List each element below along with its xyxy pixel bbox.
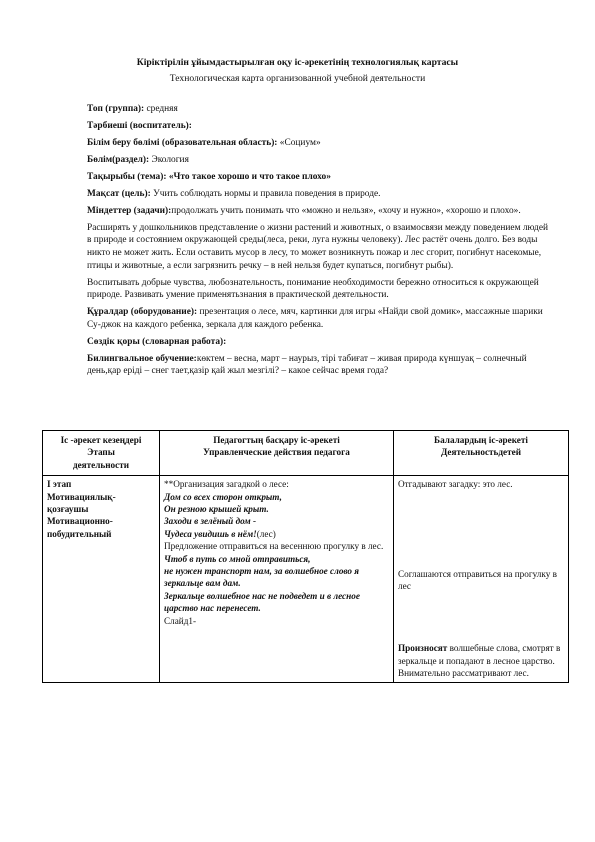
document-title-ru: Технологическая карта организованной учебной деятельности [169,73,426,84]
children-step-3-verb: Произносят [398,643,448,654]
stage-kz2: қозғаушы [47,504,89,515]
riddle-line-3: Заходи в зелёный дом - [164,516,257,527]
header-teacher-ru: Управленческие действия педагога [203,447,350,458]
paragraph-upbringing: Воспитывать добрые чувства, любознательность, понимание необходимости бережно относиться к окружающей природе. Развивать умение применятьзнания в практической деятельности. [87,277,539,301]
teacher-intro: **Организация загадкой о лесе: [164,479,289,490]
equipment-value: презентация о лесе, мяч, картинки для игры «Найди свой домик», массажные шарики Су-джок на каждого ребенка, зеркала для каждого ребенка. [87,307,543,330]
header-stages [43,431,160,476]
topic-line [87,171,552,184]
header-teacher [160,431,394,476]
children-step-4: Внимательно рассматривают лес. [398,668,529,679]
document-title-kz: Кіріктірілін ұйымдастырылған оқу іс-әрекетінің технологиялық картасы [136,57,459,68]
document-body [87,103,552,382]
header-stages-ru2: деятельности [72,459,130,470]
group-label: Топ (группа): [87,104,145,114]
header-stages-ru1: Этапы [87,447,115,458]
group-line [87,103,552,116]
equipment-line [87,306,552,331]
section-line [87,154,552,167]
header-children [394,431,569,476]
children-spacer-3 [398,592,564,617]
children-cell [394,476,569,682]
children-step-3-text: волшебные слова, смотрят в зеркальце и попадают в лесное царство. [398,643,561,666]
stage-title: I этап [47,479,72,490]
tasks-label: Міндеттер (задачи): [87,205,172,216]
vocab-label: Сөздік қоры (словарная работа): [87,336,227,347]
aim-value: Учить соблюдать нормы и правила поведения в природе. [153,188,381,199]
table-header-row [43,431,569,476]
poem-line-3: Зеркальце волшебное нас не подведет и в лесное царство нас перенесет. [164,590,360,614]
riddle-line-2: Он резною крышей крыт. [164,504,269,515]
area-label: Білім беру бөлімі (образовательная область): [87,137,278,148]
table-row [43,476,569,682]
poem-line-1: Чтоб в путь со мной отправиться, [164,553,311,564]
children-step-1: Отгадывают загадку: это лес. [398,479,513,490]
section-label: Бөлім(раздел): [87,154,150,165]
children-spacer-4 [398,617,564,642]
riddle-line-4-text: Чудеса увидишь в нём! [164,528,257,539]
header-children-kz: Балалардың іс-әрекеті [434,435,528,445]
slide-label: Слайд1- [164,615,197,626]
paragraph-environment: Расширять у дошкольников представление о жизни растений и животных, о взаимосвязи между поведением людей в природе и состоянием окружающей среды(леса, реки, луга нужны человеку). Лес растёт очень долго. Без воды никто не может жить. Если оставить мусор в лесу, то может возникнуть пожар и лес сгорит, погибнут насекомые, птицы и животные, а если загрязнить речку – в ней нельзя будет купаться, погибнут рыбы). [87,222,549,271]
activity-table [42,430,569,683]
stage-cell [43,476,160,682]
bilingual-line [87,353,552,378]
equipment-label: Құралдар (оборудование): [87,307,198,318]
header-children-ru: Деятельностьдетей [440,447,522,458]
topic-value: «Что такое хорошо и что такое плохо» [168,171,331,182]
header-teacher-kz: Педагогтың басқару іс-әрекеті [213,435,340,445]
tasks-line [87,205,552,218]
aim-label: Мақсат (цель): [87,188,151,199]
teacher-offer: Предложение отправиться на весеннюю прогулку в лес. [164,541,384,552]
section-value: Экология [151,154,189,165]
stage-ru1: Мотивационно- [47,516,113,527]
tasks-value: продолжать учить понимать что «можно и нельзя», «хочу и нужно», «хорошо и плохо». [171,205,521,216]
area-value: «Социум» [279,137,321,148]
teacher-cell [160,476,394,682]
poem-line-2: не нужен транспорт нам, за волшебное слово я зеркальце вам дам. [164,566,360,589]
children-step-3 [398,642,564,667]
group-value: средняя [146,104,178,114]
header-stages-kz: Іс -әрекет кезеңдері [60,435,142,445]
riddle-line-1: Дом со всех сторон открыт, [164,491,282,502]
bilingual-value: көктем – весна, март – наурыз, тірі табиғат – живая природа күншуақ – солнечный день,қар еріді – снег тает,қазір қай жыл мезгілі? – какое сейчас время года? [87,353,527,377]
stage-kz1: Мотивациялық- [47,491,116,502]
teacher-line [87,120,552,133]
children-step-2: Соглашаются отправиться на прогулку в лес [398,568,557,592]
stage-ru2: побудительный [47,528,112,539]
children-spacer-1 [398,491,564,543]
vocab-line [87,336,552,349]
children-spacer-2 [398,543,564,568]
area-line [87,137,552,150]
riddle-line-4 [164,528,389,540]
aim-line [87,188,552,201]
topic-label: Тақырыбы (тема): [87,171,167,182]
bilingual-label: Билингвальное обучение: [87,353,197,364]
teacher-label: Тәрбиеші (воспитатель): [87,120,192,131]
riddle-answer: (лес) [256,528,276,539]
